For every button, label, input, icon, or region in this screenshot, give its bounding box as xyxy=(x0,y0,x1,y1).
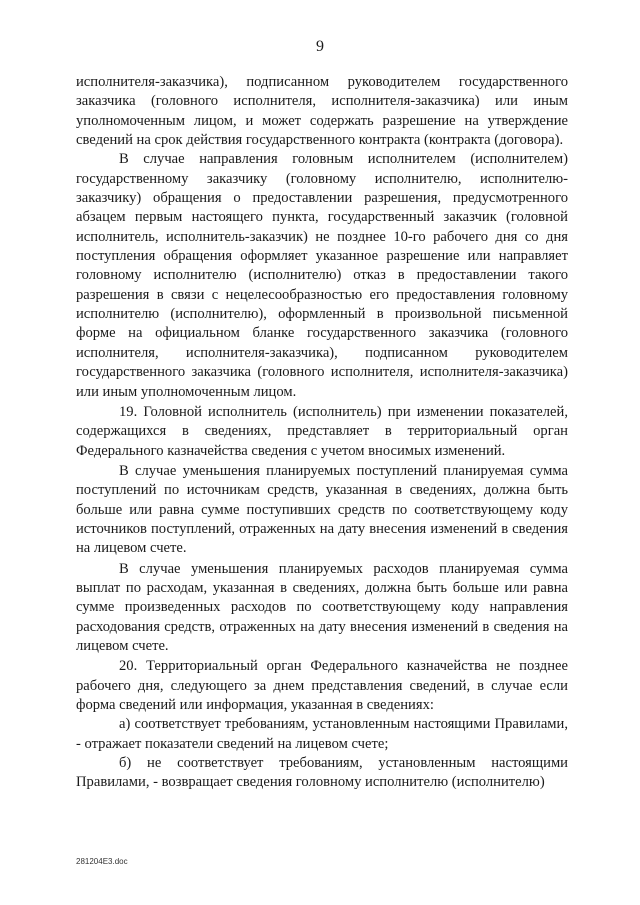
paragraph-receipts-decrease: В случае уменьшения планируемых поступлений планируемая сумма поступлений по источникам средств, указанная в сведениях, должна быть больше или равна сумме поступивших средств по соответствующему коду источников поступлений, отраженных на дату внесения изменений в сведения на лицевом счете. xyxy=(76,462,568,557)
page-number: 9 xyxy=(316,38,324,55)
paragraph-expenses-decrease: В случае уменьшения планируемых расходов планируемая сумма выплат по расходам, указанная в сведениях, должна быть больше или равна сумме произведенных расходов по соответствующему коду направления расходования средств, отраженных на дату внесения изменений в сведения на лицевом счете. xyxy=(76,560,568,654)
document-body xyxy=(76,73,568,793)
paragraph-subitem-a: а) соответствует требованиям, установленным настоящими Правилами, - отражает показатели сведений на лицевом счете; xyxy=(76,716,568,752)
paragraph-continuation: исполнителя-заказчика), подписанном руководителем государственного заказчика (головного исполнителя, исполнителя-заказчика) или иным уполномоченным лицом, и может содержать разрешение на утверждение сведений на срок действия государственного контракта (контракта (договора). xyxy=(76,74,568,149)
paragraph-item-19: 19. Головной исполнитель (исполнитель) при изменении показателей, содержащихся в сведениях, представляет в территориальный орган Федерального казначейства сведения с учетом вносимых изменений. xyxy=(76,403,568,459)
paragraph-item-20: 20. Территориальный орган Федерального казначейства не позднее рабочего дня, следующего за днем представления сведений, в случае если форма сведений или информация, указанная в сведениях: xyxy=(76,658,568,713)
footer-filename: 281204E3.doc xyxy=(76,857,128,866)
paragraph-refusal-procedure: В случае направления головным исполнителем (исполнителем) государственному заказчику (головному исполнителю, исполнителю-заказчику) обращения о предоставлении разрешения, предусмотренного абзацем первым настоящего пункта, государственный заказчик (головной исполнитель, исполнитель-заказчик) не позднее 10-го рабочего дня со дня поступления обращения оформляет указанное разрешение или направляет головному исполнителю (исполнителю) отказ в предоставлении такого разрешения в связи с нецелесообразностью его предоставления головному исполнителю (исполнителю), оформленный в произвольной письменной форме на официальном бланке государственного заказчика (головного исполнителя, исполнителя-заказчика), подписанном руководителем государственного заказчика (головного исполнителя, исполнителя-заказчика) или иным уполномоченным лицом. xyxy=(76,151,568,400)
paragraph-subitem-b: б) не соответствует требованиям, установленным настоящими Правилами, - возвращает сведения головному исполнителю (исполнителю) xyxy=(76,755,568,791)
